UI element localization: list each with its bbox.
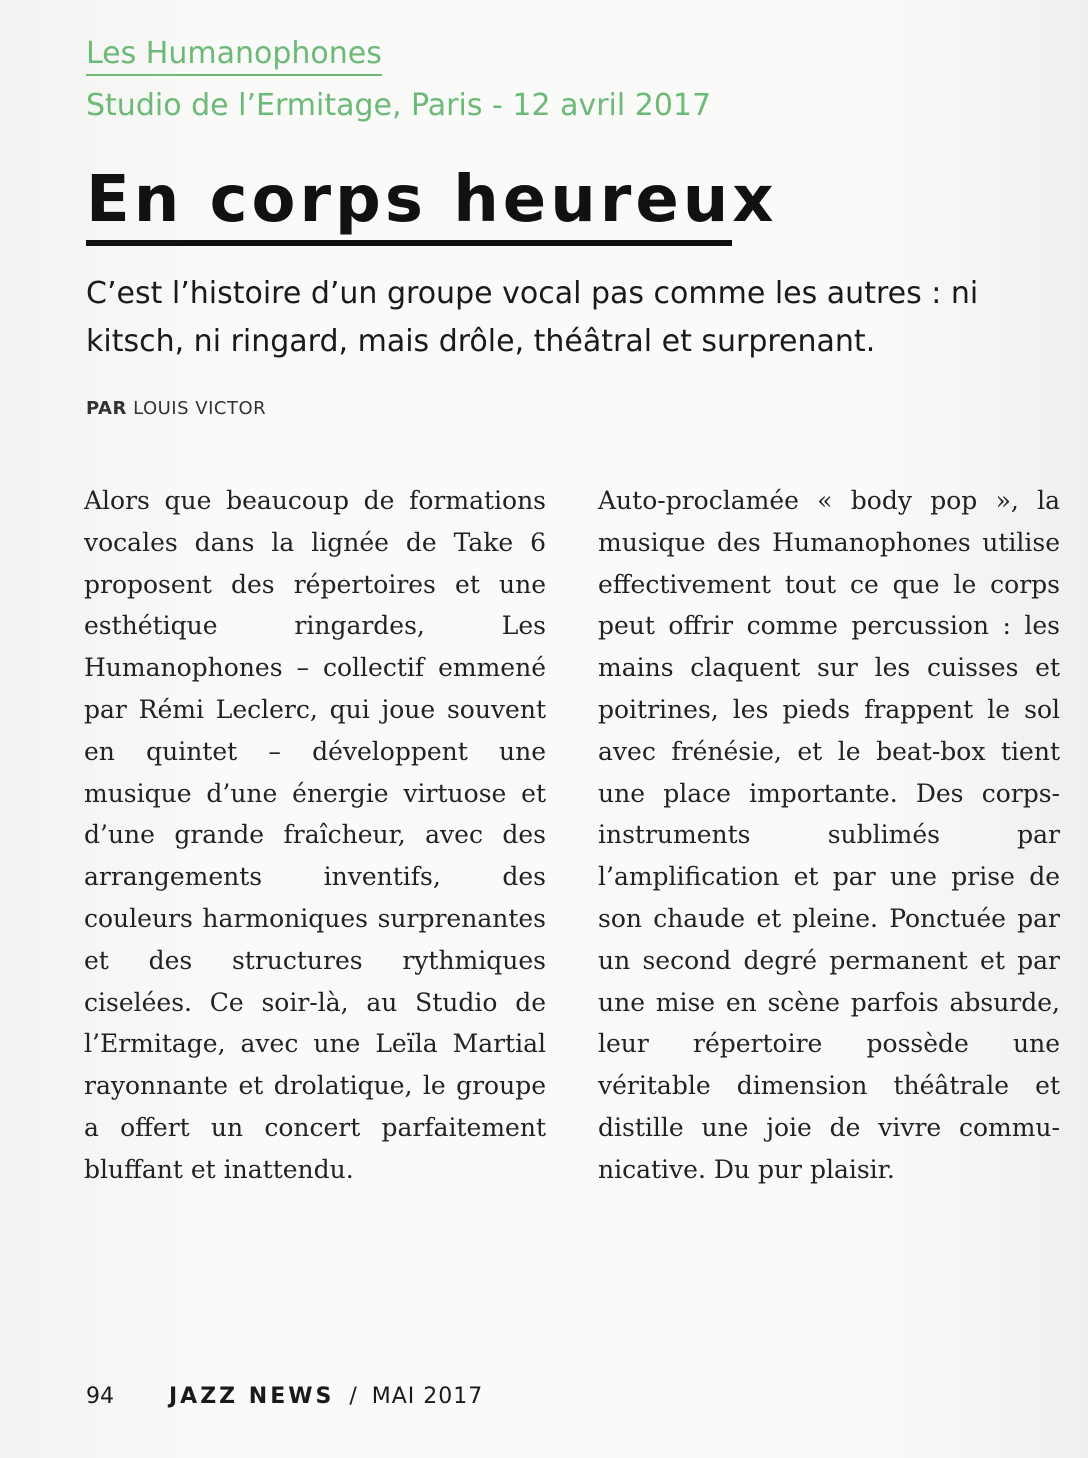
article-headline: En corps heureux bbox=[86, 160, 732, 246]
body-column-right: Auto-proclamée « body pop », la musique des Humanophones utilise effectivement tout ce que le corps peut offrir comme percussion : les mains claquent sur les cuisses et poitrines, les pieds frappent le sol avec frénésie, et le beat-box tient une place importante. Des corps-instruments sublimés par l’amplification et par une prise de son chaude et pleine. Ponctuée par un second degré permanent et par une mise en scène parfois absurde, leur répertoire possède une véritable dimension théâtrale et distille une joie de vivre communicative. Du pur plaisir. bbox=[598, 486, 1060, 1184]
byline-prefix: PAR bbox=[86, 398, 127, 419]
band-name: Les Humanophones bbox=[86, 34, 382, 76]
event-heading bbox=[86, 28, 711, 126]
byline bbox=[86, 398, 266, 419]
body-column-left: Alors que beaucoup de formations vocales dans la lignée de Take 6 proposent des répertoires et une esthétique ringardes, Les Humanophones – collectif emmené par Rémi Leclerc, qui joue souvent en quintet – développent une musique d’une énergie virtuose et d’une grande fraîcheur, avec des arrangements inventifs, des couleurs harmoniques surprenantes et des structures rythmiques ciselées. Ce soir-là, au Studio de l’Ermitage, avec une Leïla Martial rayonnante et drolatique, le groupe a offert un concert parfaitement bluffant et inattendu. bbox=[84, 486, 546, 1184]
page-footer bbox=[86, 1384, 483, 1409]
byline-author: LOUIS VICTOR bbox=[133, 398, 267, 419]
footer-separator: / bbox=[349, 1384, 357, 1409]
issue-date: MAI 2017 bbox=[371, 1384, 484, 1409]
venue-date: Studio de l’Ermitage, Paris - 12 avril 2017 bbox=[86, 88, 712, 123]
magazine-name: JAZZ NEWS bbox=[169, 1384, 335, 1409]
article-lede: C’est l’histoire d’un groupe vocal pas comme les autres : ni kitsch, ni ringard, mais drôle, théâtral et surprenant. bbox=[86, 276, 979, 359]
page-number: 94 bbox=[86, 1384, 114, 1409]
